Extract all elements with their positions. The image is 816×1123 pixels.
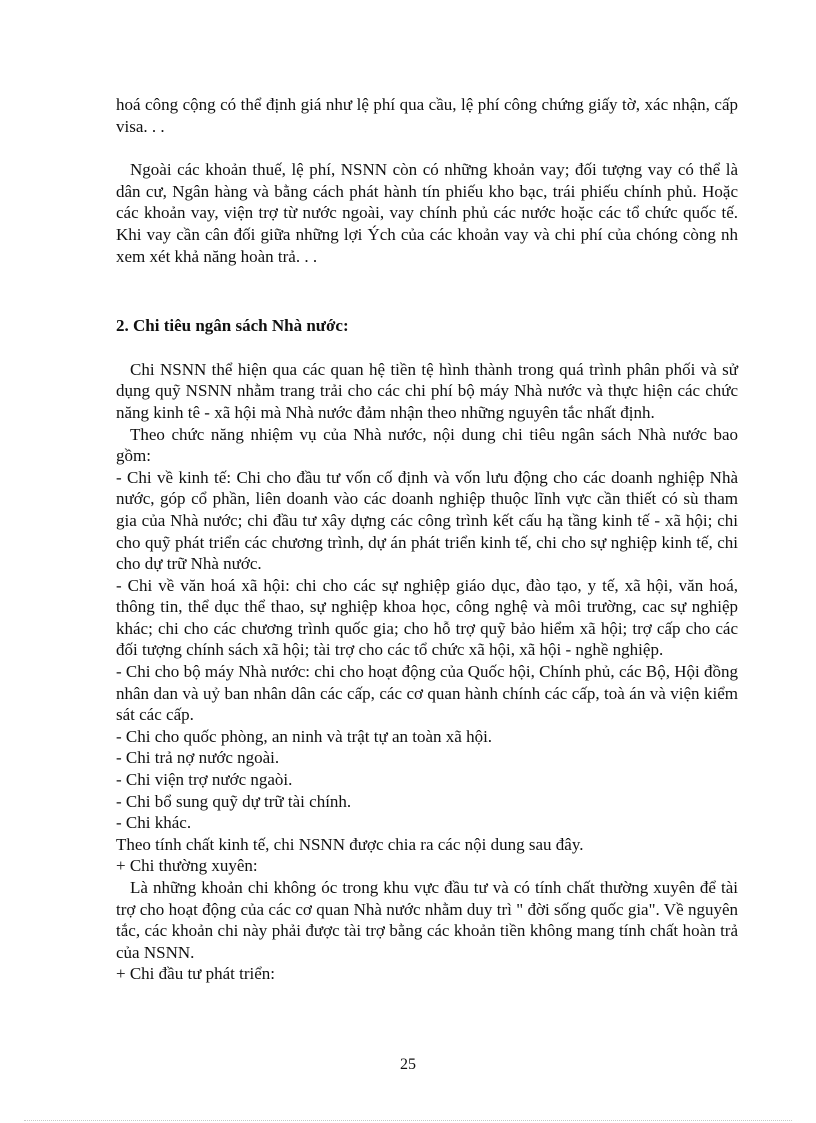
- list-item-other: - Chi khác.: [116, 813, 192, 833]
- list-item-foreign-aid: - Chi viện trợ nước ngaòi.: [116, 770, 293, 790]
- paragraph-spending-content: Theo chức năng nhiệm vụ của Nhà nước, nội dung chi tiêu ngân sách Nhà nước bao gồm:: [116, 424, 738, 466]
- subheading-development-investment: + Chi đầu tư phát triển:: [116, 964, 276, 984]
- page-number: 25: [400, 1056, 416, 1073]
- paragraph-loans: Ngoài các khoản thuế, lệ phí, NSNN còn có những khoản vay; đối tượng vay có thể là dân cư, Ngân hàng và bằng cách phát hành tín phiếu kho bạc, trái phiếu chính phủ. Hoặc các khoản vay, viện trợ từ nước ngoài, vay chính phủ các nước hoặc các tổ chức quốc tế. Khi vay cần cân đối giữa những lợi Ých của các khoản vay và chi phí của chóng còng nh xem xét khả năng hoàn trả. . .: [116, 160, 738, 266]
- list-item-economic: - Chi về kinh tế: Chi cho đầu tư vốn cố định và vốn lưu động cho các doanh nghiệp Nhà nước, góp cổ phần, liên doanh vào các doanh nghiệp thuộc lĩnh vực cần thiết có sù tham gia của Nhà nước; chi đầu tư xây dựng các công trình kết cấu hạ tầng kinh tế - xã hội; chi cho quỹ phát triển các chương trình, dự án phát triển kinh tế, chi cho sự nghiệp kinh tế, chi cho dự trữ Nhà nước.: [116, 467, 738, 574]
- subheading-recurrent-spending: + Chi thường xuyên:: [116, 856, 258, 876]
- paragraph-visa-fees: hoá công cộng có thể định giá như lệ phí qua cầu, lệ phí công chứng giấy tờ, xác nhận, cấp visa. . .: [116, 95, 738, 136]
- list-item-reserve-fund: - Chi bổ sung quỹ dự trữ tài chính.: [116, 791, 352, 811]
- list-item-state-apparatus: - Chi cho bộ máy Nhà nước: chi cho hoạt động của Quốc hội, Chính phủ, các Bộ, Hội đồng nhân dan và uỷ ban nhân dân các cấp, các cơ quan hành chính các cấp, toà án và viện kiểm sát các cấp.: [116, 662, 738, 725]
- list-item-defense: - Chi cho quốc phòng, an ninh và trật tự an toàn xã hội.: [116, 726, 493, 746]
- list-item-foreign-debt: - Chi trả nợ nước ngoài.: [116, 748, 280, 768]
- list-item-culture-society: - Chi về văn hoá xã hội: chi cho các sự nghiệp giáo dục, đào tạo, y tế, xã hội, văn hoá, thông tin, thể dục thể thao, sự nghiệp khoa học, công nghệ và môi trường, cac sự nghiệp khác; chi cho các chương trình quốc gia; cho hỗ trợ quỹ bảo hiểm xã hội; trợ cấp cho các đối tượng chính sách xã hội; tài trợ cho các tổ chức xã hội, xã hội - nghề nghiệp.: [116, 575, 738, 660]
- paragraph-economic-nature: Theo tính chất kinh tế, chi NSNN được chia ra các nội dung sau đây.: [116, 834, 584, 854]
- page-bottom-divider: [24, 1120, 792, 1121]
- document-body: [116, 94, 738, 985]
- paragraph-spending-definition: Chi NSNN thể hiện qua các quan hệ tiền tệ hình thành trong quá trình phân phối và sử dụng quỹ NSNN nhằm trang trải cho các chi phí bộ máy Nhà nước và thực hiện các chức năng kinh tê - xã hội mà Nhà nước đảm nhận theo những nguyên tắc nhất định.: [116, 359, 738, 422]
- section-heading: 2. Chi tiêu ngân sách Nhà nước:: [116, 316, 349, 336]
- paragraph-recurrent-spending: Là những khoản chi không óc trong khu vực đầu tư và có tính chất thường xuyên để tài trợ cho hoạt động của các cơ quan Nhà nước nhằm duy trì " đời sống quốc gia". Về nguyên tắc, các khoản chi này phải được tài trợ bằng các khoản tiền không mang tính chất hoàn trả của NSNN.: [116, 878, 738, 962]
